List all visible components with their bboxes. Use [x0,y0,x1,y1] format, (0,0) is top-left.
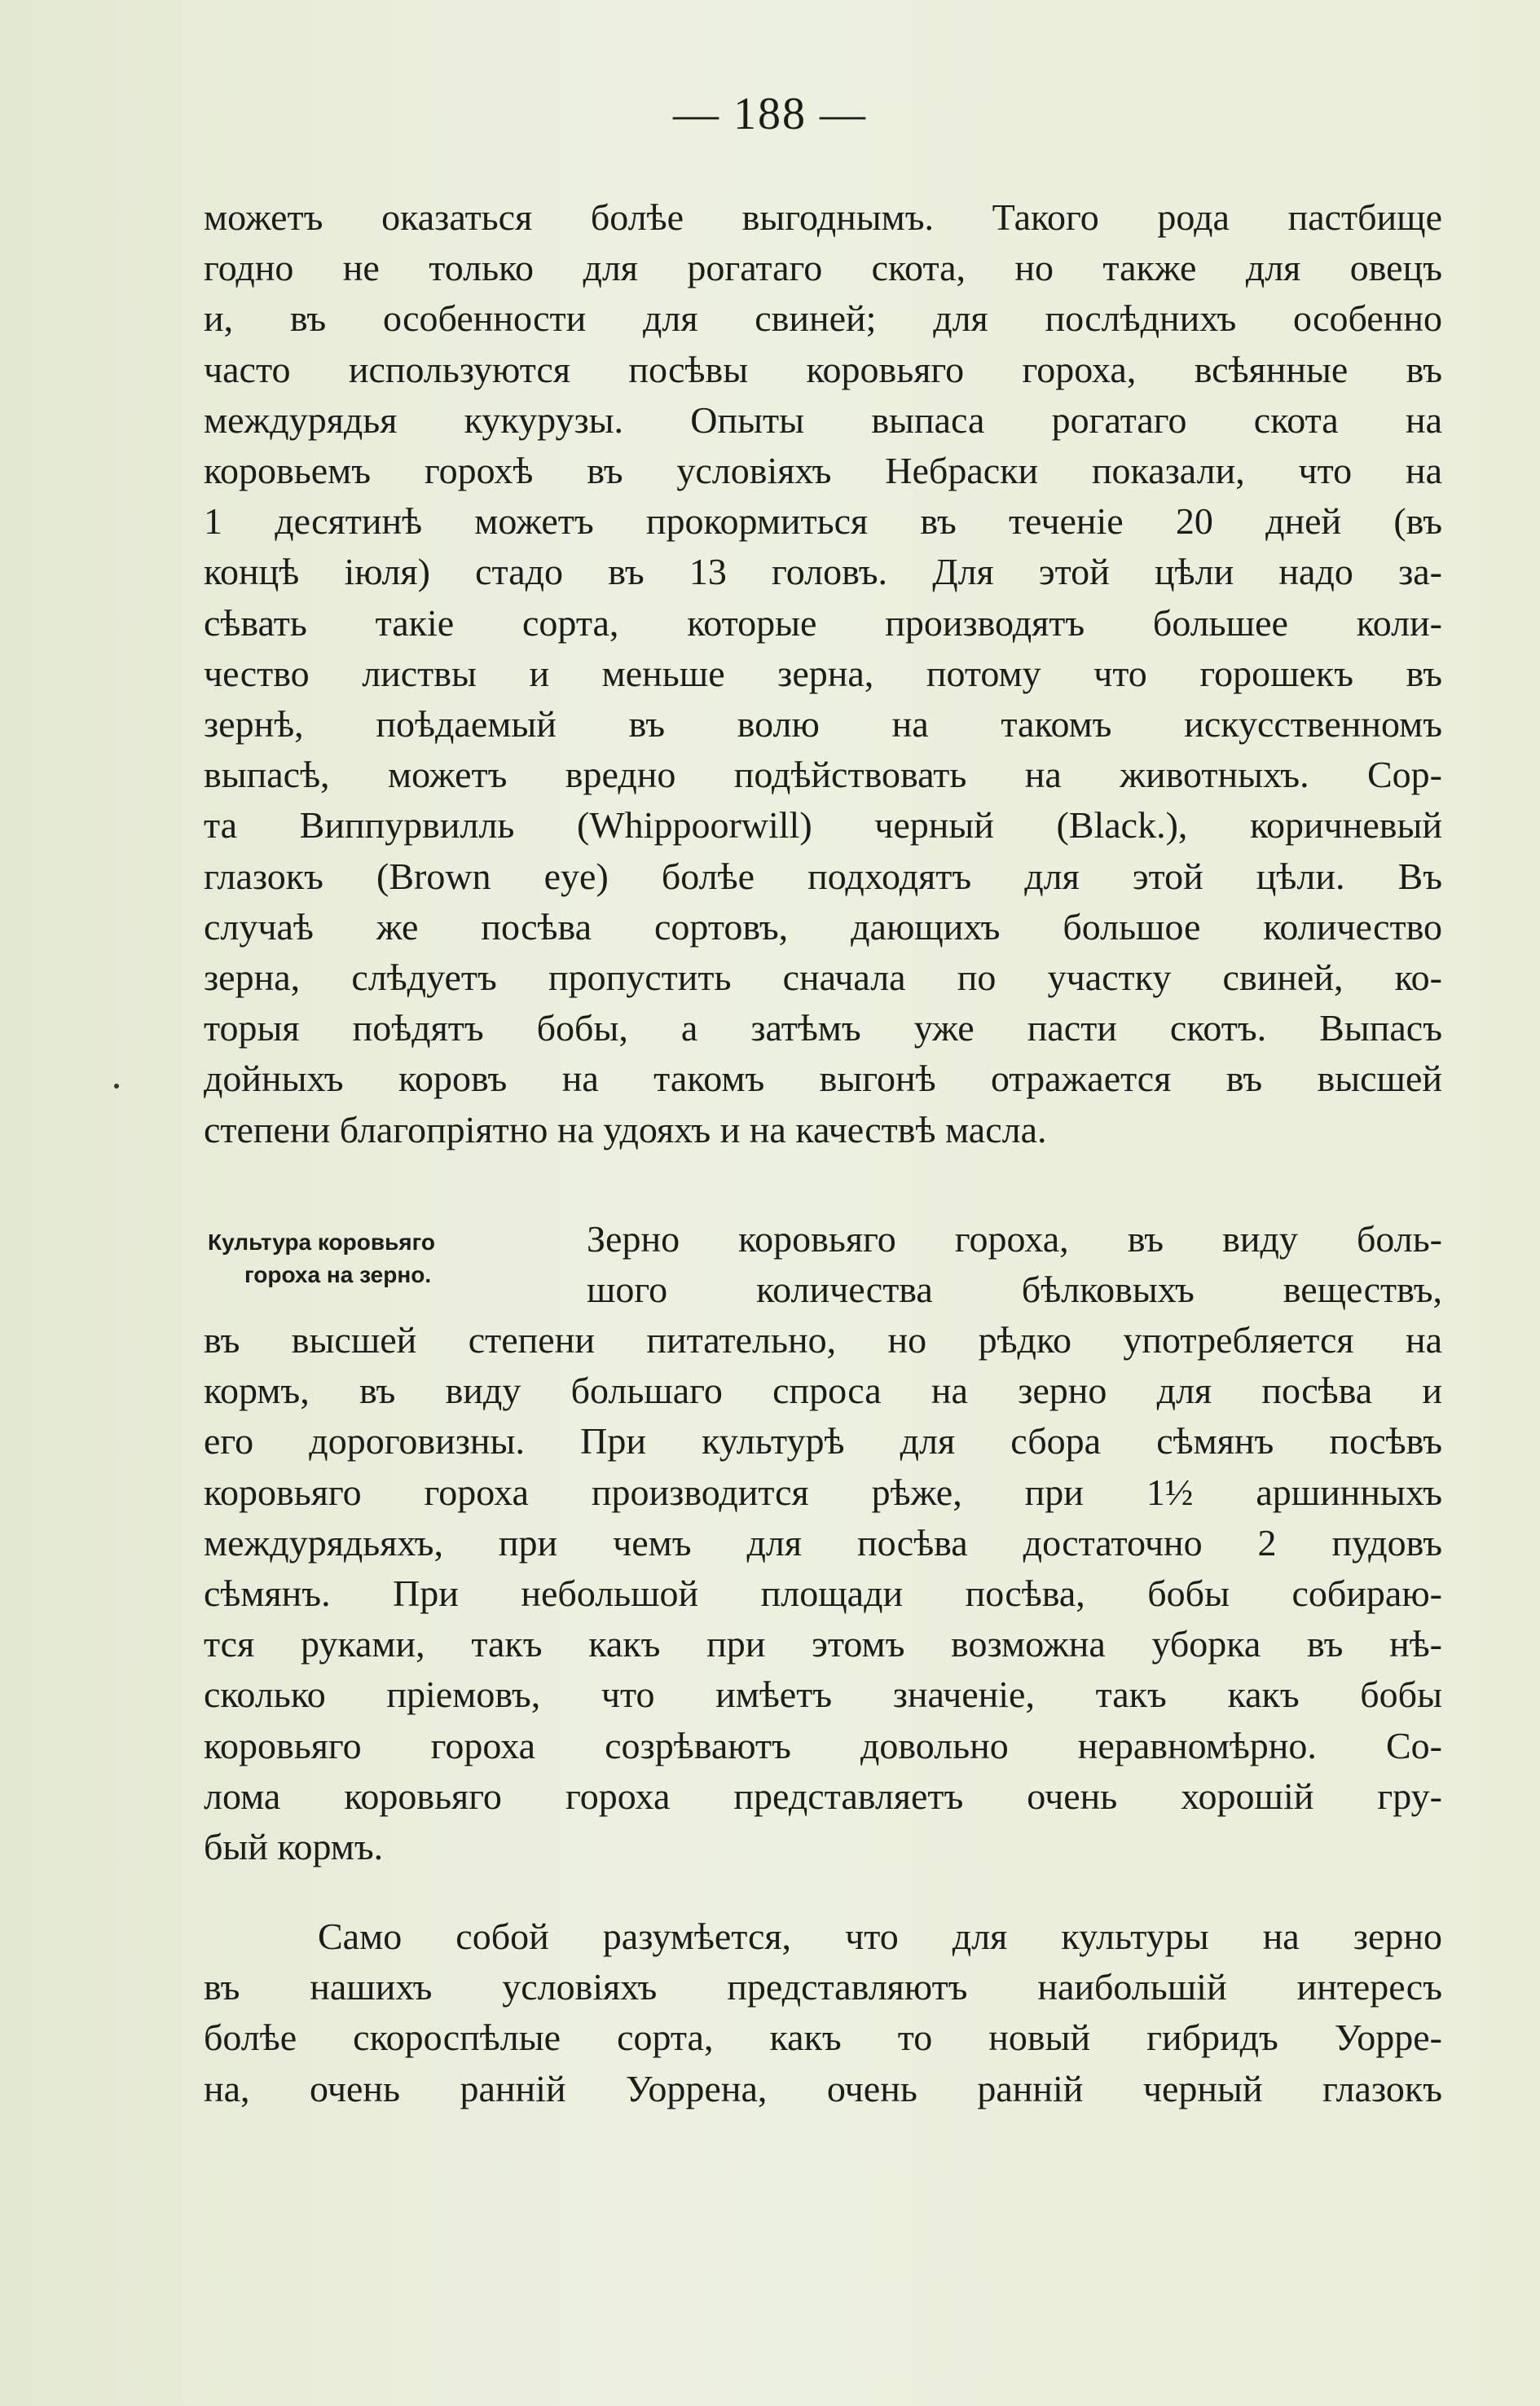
text-line: Само собой разумѣется, что для культуры на зерно [318,1916,1442,1957]
text-line: коровьяго гороха производится рѣже, при 1½ аршинныхъ [204,1471,1442,1513]
text-line: годно не только для рогатаго скота, но также для овецъ [204,247,1442,289]
text-line: болѣе скороспѣлые сорта, какъ то новый гибридъ Уорре- [204,2017,1442,2059]
text-line: Зерно коровьяго гороха, въ виду боль- [587,1218,1442,1260]
text-line: коровьяго гороха созрѣваютъ довольно неравномѣрно. Со- [204,1724,1442,1766]
text-line: случаѣ же посѣва сортовъ, дающихъ большое количество [204,905,1442,948]
text-line: концѣ іюля) стадо въ 13 головъ. Для этой цѣли надо за- [204,551,1442,593]
text-line: коровьемъ горохѣ въ условіяхъ Небраски показали, что на [204,450,1442,492]
text-line: сѣвать такіе сорта, которые производятъ большее коли- [204,601,1442,644]
text-line: бый кормъ. [204,1826,384,1868]
text-line: степени благопріятно на удояхъ и на качествѣ масла. [204,1108,1047,1150]
text-line: 1 десятинѣ можетъ прокормиться въ теченіе 20 дней (въ [204,500,1442,543]
paragraph-3 [204,1911,1442,2114]
paragraph-1 [204,192,1442,1155]
paragraph-2-opening [587,1214,1442,1315]
side-heading-line-2: гороха на зерно. [244,1262,432,1287]
text-line: выпасѣ, можетъ вредно подѣйствовать на животныхъ. Сор- [204,754,1442,796]
text-line: его дороговизны. При культурѣ для сбора сѣмянъ посѣвъ [204,1420,1442,1463]
paragraph-2 [204,1315,1442,1872]
text-line: на, очень ранній Уоррена, очень ранній черный глазокъ [204,2067,1442,2109]
text-line: сколько пріемовъ, что имѣетъ значеніе, такъ какъ бобы [204,1674,1442,1716]
text-line: часто используются посѣвы коровьяго гороха, всѣянные въ [204,348,1442,390]
page-number: — 188 — [673,89,867,139]
text-line: и, въ особенности для свиней; для послѣднихъ особенно [204,297,1442,340]
text-line: въ высшей степени питательно, но рѣдко употребляется на [204,1319,1442,1361]
text-line: зернѣ, поѣдаемый въ волю на такомъ искусственномъ [204,703,1442,746]
text-line: чество листвы и меньше зерна, потому что горошекъ въ [204,652,1442,694]
text-line: междурядьяхъ, при чемъ для посѣва достаточно 2 пудовъ [204,1521,1442,1564]
text-line: зерна, слѣдуетъ пропустить сначала по участку свиней, ко- [204,957,1442,999]
text-line: междурядья кукурузы. Опыты выпаса рогатаго скота на [204,398,1442,441]
text-line: дойныхъ коровъ на такомъ выгонѣ отражается въ высшей [204,1058,1442,1100]
text-line: сѣмянъ. При небольшой площади посѣва, бобы собираю- [204,1572,1442,1615]
text-line: кормъ, въ виду большаго спроса на зерно для посѣва и [204,1370,1442,1412]
text-line: тся руками, такъ какъ при этомъ возможна уборка въ нѣ- [204,1623,1442,1665]
text-line: шого количества бѣлковыхъ веществъ, [587,1269,1442,1311]
side-heading-line-1: Культура коровьяго [208,1229,436,1255]
text-line: въ нашихъ условіяхъ представляютъ наибольшій интересъ [204,1966,1442,2008]
text-line: можетъ оказаться болѣе выгоднымъ. Такого рода пастбище [204,196,1442,238]
text-line: та Виппурвилль (Whippoorwill) черный (Black.), коричневый [204,804,1442,847]
ink-speck [114,1084,119,1089]
text-line: глазокъ (Brown eye) болѣе подходятъ для этой цѣли. Въ [204,855,1442,897]
text-line: лома коровьяго гороха представляетъ очень хорошій гру- [204,1775,1442,1817]
side-heading [204,1226,579,1291]
text-line: торыя поѣдятъ бобы, а затѣмъ уже пасти скотъ. Выпасъ [204,1007,1442,1049]
